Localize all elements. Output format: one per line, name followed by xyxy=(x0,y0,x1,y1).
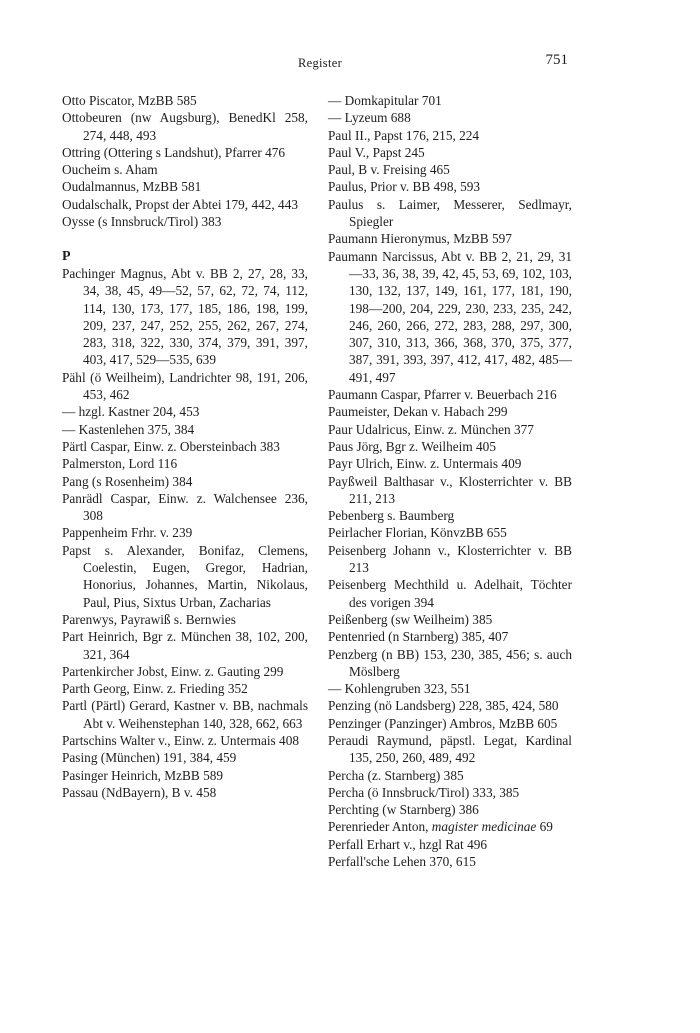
index-entry: Oucheim s. Aham xyxy=(62,162,158,178)
index-entry: Ottobeuren (nw Augsburg), BenedKl 258, 274, 448, 493 xyxy=(62,110,308,143)
index-entry: Paul, B v. Freising 465 xyxy=(328,162,450,178)
index-entry: Peißenberg (sw Weilheim) 385 xyxy=(328,611,493,627)
index-entry: Percha (ö Innsbruck/Tirol) 333, 385 xyxy=(328,784,520,800)
index-entry: Otto Piscator, MzBB 585 xyxy=(62,93,197,108)
index-entry: Oudalschalk, Propst der Abtei 179, 442, 443 xyxy=(62,196,298,212)
right-entries-tail xyxy=(328,836,572,871)
letter-heading: P xyxy=(62,248,71,264)
index-entry: Partl (Pärtl) Gerard, Kastner v. BB, nachmals Abt v. Weihenstephan 140, 328, 662, 663 xyxy=(62,698,308,731)
index-entry xyxy=(328,818,572,835)
entry-pages: 69 xyxy=(536,819,553,835)
index-entry: Payßweil Balthasar v., Klosterrichter v. BB 211, 213 xyxy=(328,473,572,506)
index-entry: Perfall Erhart v., hzgl Rat 496 xyxy=(328,836,488,852)
index-entry: Peirlacher Florian, KönvzBB 655 xyxy=(328,525,507,541)
entry-italic-title: magister medicinae xyxy=(431,819,537,835)
index-entry: Paulus, Prior v. BB 498, 593 xyxy=(328,179,481,195)
index-entry: Pasing (München) 191, 384, 459 xyxy=(62,750,237,766)
index-entry: Peisenberg Johann v., Klosterrichter v. BB 213 xyxy=(328,542,572,576)
index-entry: Paulus s. Laimer, Messerer, Sedlmayr, Spiegler xyxy=(328,196,572,230)
index-entry: Penzberg (n BB) 153, 230, 385, 456; s. auch Möslberg xyxy=(328,646,572,679)
index-entry: Ottring (Ottering s Landshut), Pfarrer 476 xyxy=(62,144,286,160)
index-entry: Panrädl Caspar, Einw. z. Walchensee 236, 308 xyxy=(62,490,308,524)
index-entry: Oysse (s Innsbruck/Tirol) 383 xyxy=(62,214,222,230)
left-entries-o xyxy=(62,92,308,230)
entry-name: Perenrieder Anton, xyxy=(328,819,432,835)
index-entry: Paul V., Papst 245 xyxy=(328,144,425,160)
index-entry: Paul II., Papst 176, 215, 224 xyxy=(328,127,480,143)
index-entry: Paur Udalricus, Einw. z. München 377 xyxy=(328,421,534,437)
left-entries-p xyxy=(62,265,308,801)
index-entry: Papst s. Alexander, Bonifaz, Clemens, Coelestin, Eugen, Gregor, Hadrian, Honorius, Johannes, Martin, Nikolaus, Paul, Pius, Sixtus Urban, Zacharias xyxy=(62,542,308,610)
index-entry: Pähl (ö Weilheim), Landrichter 98, 191, 206, 453, 462 xyxy=(62,369,308,403)
index-entry: Perfall'sche Lehen 370, 615 xyxy=(328,854,476,870)
index-entry: Oudalmannus, MzBB 581 xyxy=(62,179,202,195)
right-entries xyxy=(328,92,572,818)
running-title: Register xyxy=(297,56,343,70)
index-entry: — Domkapitular 701 xyxy=(328,93,442,108)
index-entry: Parth Georg, Einw. z. Frieding 352 xyxy=(62,681,248,697)
right-column xyxy=(328,92,572,870)
index-entry: Palmerston, Lord 116 xyxy=(62,456,178,472)
index-entry: — Kohlengruben 323, 551 xyxy=(328,681,471,697)
page-number: 751 xyxy=(545,52,568,68)
index-entry: Percha (z. Starnberg) 385 xyxy=(328,767,464,783)
index-entry: Paumeister, Dekan v. Habach 299 xyxy=(328,404,508,420)
index-entry: Pentenried (n Starnberg) 385, 407 xyxy=(328,629,509,645)
index-entry: Pachinger Magnus, Abt v. BB 2, 27, 28, 33, 34, 38, 45, 49—52, 57, 62, 72, 74, 112, 114, 130, 173, 177, 185, 186, 198, 199, 209, 237, 247, 252, 255, 262, 267, 274, 283, 318, 322, 330, 374, 379, 391, 397, 403, 417, 529—535, 639 xyxy=(62,265,308,368)
index-entry: Pasinger Heinrich, MzBB 589 xyxy=(62,767,224,783)
index-entry: Paumann Caspar, Pfarrer v. Beuerbach 216 xyxy=(328,387,557,403)
index-entry: — Kastenlehen 375, 384 xyxy=(62,421,195,437)
index-entry: Pang (s Rosenheim) 384 xyxy=(62,473,193,489)
index-entry: Partschins Walter v., Einw. z. Untermais 408 xyxy=(62,732,299,748)
index-entry: Paumann Narcissus, Abt v. BB 2, 21, 29, 31—33, 36, 38, 39, 42, 45, 53, 69, 102, 103, 130, 132, 137, 149, 161, 177, 181, 190, 198—200, 204, 229, 230, 233, 235, 242, 246, 260, 266, 272, 283, 288, 297, 300, 307, 310, 313, 366, 368, 370, 375, 377, 387, 391, 393, 397, 412, 417, 482, 485—491, 497 xyxy=(328,248,572,385)
index-entry: — Lyzeum 688 xyxy=(328,110,411,126)
index-entry: Paumann Hieronymus, MzBB 597 xyxy=(328,231,512,247)
index-entry: Payr Ulrich, Einw. z. Untermais 409 xyxy=(328,456,522,472)
index-entry: Partenkircher Jobst, Einw. z. Gauting 299 xyxy=(62,663,284,679)
index-entry: Perchting (w Starnberg) 386 xyxy=(328,802,479,818)
index-entry: Pappenheim Frhr. v. 239 xyxy=(62,525,193,541)
index-entry: Pebenberg s. Baumberg xyxy=(328,508,455,524)
index-entry: Part Heinrich, Bgr z. München 38, 102, 200, 321, 364 xyxy=(62,629,308,662)
index-entry: Peraudi Raymund, päpstl. Legat, Kardinal 135, 250, 260, 489, 492 xyxy=(328,732,572,766)
left-column xyxy=(62,92,308,801)
index-entry: Peisenberg Mechthild u. Adelhait, Töchter des vorigen 394 xyxy=(328,577,572,610)
index-entry: Parenwys, Payrawiß s. Bernwies xyxy=(62,611,236,627)
index-entry: Pärtl Caspar, Einw. z. Obersteinbach 383 xyxy=(62,438,280,454)
index-entry: Paus Jörg, Bgr z. Weilheim 405 xyxy=(328,438,496,454)
index-entry: Penzing (nö Landsberg) 228, 385, 424, 580 xyxy=(328,698,559,714)
index-entry: Penzinger (Panzinger) Ambros, MzBB 605 xyxy=(328,715,558,731)
index-entry: — hzgl. Kastner 204, 453 xyxy=(62,404,200,420)
index-entry: Passau (NdBayern), B v. 458 xyxy=(62,784,217,800)
